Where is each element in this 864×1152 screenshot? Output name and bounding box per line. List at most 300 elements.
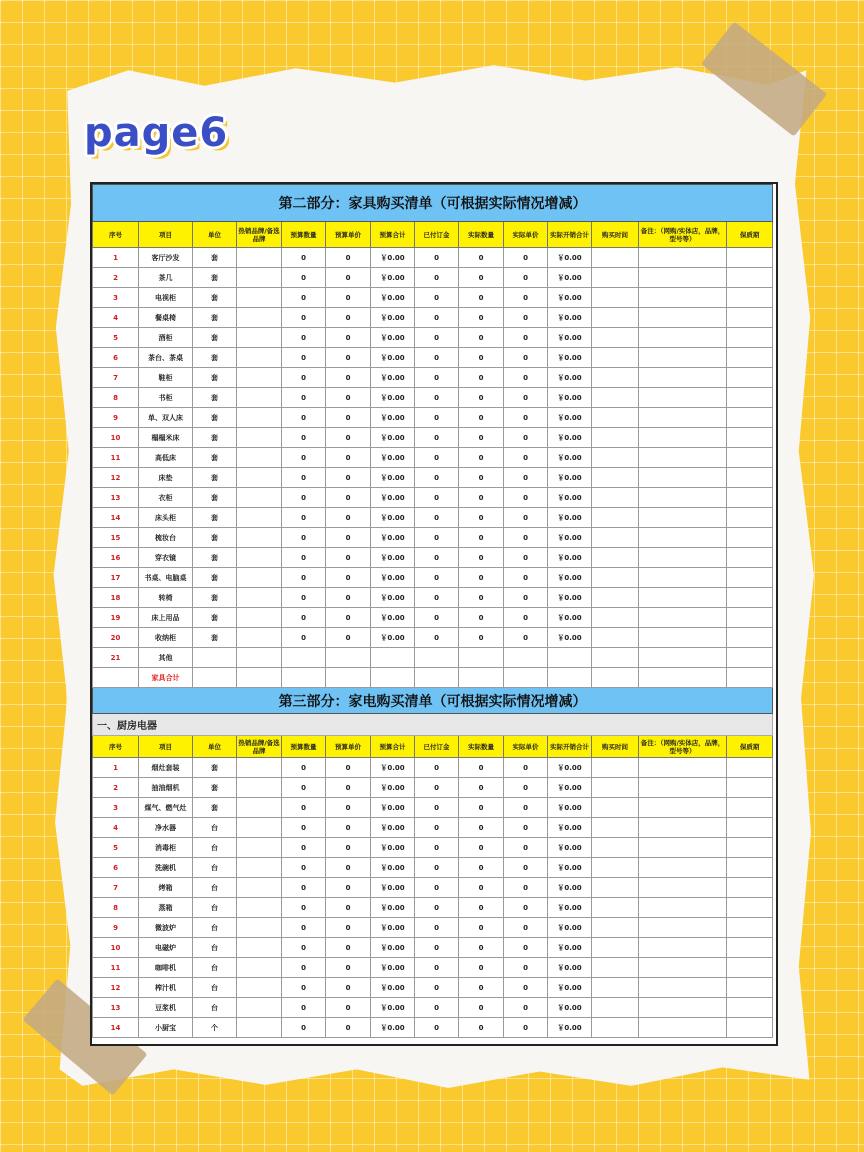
- cell-note[interactable]: [639, 918, 727, 938]
- cell-total[interactable]: ￥0.00: [371, 628, 415, 648]
- cell-total[interactable]: ￥0.00: [371, 588, 415, 608]
- cell-act-total[interactable]: ￥0.00: [548, 468, 592, 488]
- cell-empty[interactable]: [93, 668, 139, 688]
- cell-act-price[interactable]: 0: [504, 348, 548, 368]
- cell-act-price[interactable]: [504, 648, 548, 668]
- cell-buy-time[interactable]: [592, 368, 639, 388]
- cell-unit[interactable]: 套: [193, 508, 237, 528]
- cell-item[interactable]: 穿衣镜: [139, 548, 193, 568]
- cell-brand[interactable]: [237, 838, 282, 858]
- cell-unit[interactable]: 套: [193, 288, 237, 308]
- cell-item[interactable]: 电磁炉: [139, 938, 193, 958]
- cell-unit[interactable]: 套: [193, 608, 237, 628]
- cell-act-price[interactable]: 0: [504, 488, 548, 508]
- cell-price[interactable]: 0: [326, 898, 371, 918]
- cell-item[interactable]: 单、双人床: [139, 408, 193, 428]
- cell-warranty[interactable]: [727, 248, 773, 268]
- cell-note[interactable]: [639, 448, 727, 468]
- cell-total[interactable]: ￥0.00: [371, 408, 415, 428]
- cell-act-price[interactable]: 0: [504, 508, 548, 528]
- cell-item[interactable]: 消毒柜: [139, 838, 193, 858]
- cell-act-price[interactable]: 0: [504, 268, 548, 288]
- cell-warranty[interactable]: [727, 368, 773, 388]
- cell-total[interactable]: ￥0.00: [371, 878, 415, 898]
- cell-item[interactable]: 转椅: [139, 588, 193, 608]
- cell-warranty[interactable]: [727, 348, 773, 368]
- cell-price[interactable]: 0: [326, 328, 371, 348]
- cell-brand[interactable]: [237, 858, 282, 878]
- cell-price[interactable]: 0: [326, 348, 371, 368]
- cell-act-price[interactable]: 0: [504, 918, 548, 938]
- cell-buy-time[interactable]: [592, 568, 639, 588]
- cell-total[interactable]: ￥0.00: [371, 1018, 415, 1038]
- cell-total[interactable]: ￥0.00: [371, 818, 415, 838]
- cell-act-price[interactable]: 0: [504, 878, 548, 898]
- cell-price[interactable]: 0: [326, 568, 371, 588]
- cell-brand[interactable]: [237, 308, 282, 328]
- cell-deposit[interactable]: 0: [415, 798, 459, 818]
- cell-deposit[interactable]: 0: [415, 348, 459, 368]
- cell-note[interactable]: [639, 468, 727, 488]
- cell-no[interactable]: 1: [93, 248, 139, 268]
- cell-unit[interactable]: 台: [193, 958, 237, 978]
- cell-note[interactable]: [639, 998, 727, 1018]
- cell-brand[interactable]: [237, 288, 282, 308]
- cell-warranty[interactable]: [727, 1018, 773, 1038]
- cell-deposit[interactable]: 0: [415, 608, 459, 628]
- cell-unit[interactable]: 套: [193, 628, 237, 648]
- cell-no[interactable]: 5: [93, 838, 139, 858]
- cell-act-price[interactable]: 0: [504, 408, 548, 428]
- cell-empty[interactable]: [639, 668, 727, 688]
- cell-no[interactable]: 16: [93, 548, 139, 568]
- cell-item[interactable]: 高低床: [139, 448, 193, 468]
- cell-buy-time[interactable]: [592, 428, 639, 448]
- cell-item[interactable]: 书桌、电脑桌: [139, 568, 193, 588]
- cell-act-qty[interactable]: 0: [459, 918, 504, 938]
- cell-note[interactable]: [639, 588, 727, 608]
- cell-total[interactable]: ￥0.00: [371, 248, 415, 268]
- cell-item[interactable]: 烟灶套装: [139, 758, 193, 778]
- cell-deposit[interactable]: 0: [415, 468, 459, 488]
- cell-buy-time[interactable]: [592, 548, 639, 568]
- cell-act-total[interactable]: ￥0.00: [548, 488, 592, 508]
- cell-warranty[interactable]: [727, 268, 773, 288]
- cell-act-qty[interactable]: 0: [459, 468, 504, 488]
- cell-qty[interactable]: 0: [282, 368, 326, 388]
- cell-no[interactable]: 12: [93, 468, 139, 488]
- cell-no[interactable]: 11: [93, 958, 139, 978]
- cell-act-total[interactable]: ￥0.00: [548, 448, 592, 468]
- cell-note[interactable]: [639, 288, 727, 308]
- cell-empty[interactable]: [548, 668, 592, 688]
- cell-act-total[interactable]: ￥0.00: [548, 328, 592, 348]
- cell-act-price[interactable]: 0: [504, 468, 548, 488]
- cell-note[interactable]: [639, 528, 727, 548]
- cell-act-qty[interactable]: 0: [459, 368, 504, 388]
- cell-item[interactable]: 酒柜: [139, 328, 193, 348]
- cell-no[interactable]: 2: [93, 268, 139, 288]
- cell-note[interactable]: [639, 648, 727, 668]
- cell-price[interactable]: 0: [326, 958, 371, 978]
- cell-no[interactable]: 4: [93, 308, 139, 328]
- cell-unit[interactable]: 套: [193, 568, 237, 588]
- cell-qty[interactable]: 0: [282, 508, 326, 528]
- cell-brand[interactable]: [237, 648, 282, 668]
- cell-no[interactable]: 21: [93, 648, 139, 668]
- cell-empty[interactable]: [727, 668, 773, 688]
- cell-buy-time[interactable]: [592, 268, 639, 288]
- cell-unit[interactable]: 套: [193, 308, 237, 328]
- cell-deposit[interactable]: 0: [415, 248, 459, 268]
- cell-act-price[interactable]: 0: [504, 858, 548, 878]
- cell-act-qty[interactable]: 0: [459, 488, 504, 508]
- cell-note[interactable]: [639, 428, 727, 448]
- cell-qty[interactable]: 0: [282, 548, 326, 568]
- cell-qty[interactable]: 0: [282, 428, 326, 448]
- cell-deposit[interactable]: 0: [415, 448, 459, 468]
- cell-price[interactable]: 0: [326, 918, 371, 938]
- cell-act-total[interactable]: ￥0.00: [548, 628, 592, 648]
- cell-act-total[interactable]: ￥0.00: [548, 898, 592, 918]
- cell-warranty[interactable]: [727, 608, 773, 628]
- cell-act-price[interactable]: 0: [504, 758, 548, 778]
- cell-unit[interactable]: 套: [193, 488, 237, 508]
- cell-total[interactable]: ￥0.00: [371, 428, 415, 448]
- cell-total[interactable]: ￥0.00: [371, 508, 415, 528]
- cell-total[interactable]: ￥0.00: [371, 978, 415, 998]
- cell-price[interactable]: 0: [326, 798, 371, 818]
- cell-unit[interactable]: 台: [193, 858, 237, 878]
- cell-brand[interactable]: [237, 588, 282, 608]
- cell-act-total[interactable]: ￥0.00: [548, 408, 592, 428]
- cell-act-price[interactable]: 0: [504, 588, 548, 608]
- cell-buy-time[interactable]: [592, 998, 639, 1018]
- cell-qty[interactable]: 0: [282, 878, 326, 898]
- cell-total[interactable]: ￥0.00: [371, 568, 415, 588]
- cell-no[interactable]: 5: [93, 328, 139, 348]
- cell-price[interactable]: 0: [326, 1018, 371, 1038]
- cell-act-qty[interactable]: 0: [459, 838, 504, 858]
- cell-total[interactable]: ￥0.00: [371, 528, 415, 548]
- cell-deposit[interactable]: 0: [415, 818, 459, 838]
- cell-warranty[interactable]: [727, 388, 773, 408]
- cell-act-qty[interactable]: 0: [459, 528, 504, 548]
- cell-warranty[interactable]: [727, 508, 773, 528]
- cell-note[interactable]: [639, 568, 727, 588]
- cell-unit[interactable]: 台: [193, 878, 237, 898]
- cell-qty[interactable]: 0: [282, 568, 326, 588]
- cell-price[interactable]: 0: [326, 608, 371, 628]
- cell-item[interactable]: 净水器: [139, 818, 193, 838]
- cell-buy-time[interactable]: [592, 1018, 639, 1038]
- cell-brand[interactable]: [237, 818, 282, 838]
- cell-qty[interactable]: 0: [282, 588, 326, 608]
- cell-deposit[interactable]: 0: [415, 998, 459, 1018]
- cell-price[interactable]: 0: [326, 288, 371, 308]
- cell-warranty[interactable]: [727, 758, 773, 778]
- cell-price[interactable]: 0: [326, 588, 371, 608]
- cell-total[interactable]: ￥0.00: [371, 388, 415, 408]
- cell-unit[interactable]: 台: [193, 918, 237, 938]
- cell-item[interactable]: 收纳柜: [139, 628, 193, 648]
- cell-qty[interactable]: 0: [282, 978, 326, 998]
- cell-warranty[interactable]: [727, 548, 773, 568]
- cell-note[interactable]: [639, 508, 727, 528]
- cell-buy-time[interactable]: [592, 488, 639, 508]
- cell-warranty[interactable]: [727, 488, 773, 508]
- cell-empty[interactable]: [415, 668, 459, 688]
- cell-brand[interactable]: [237, 348, 282, 368]
- cell-act-qty[interactable]: 0: [459, 878, 504, 898]
- cell-act-price[interactable]: 0: [504, 628, 548, 648]
- cell-total[interactable]: ￥0.00: [371, 468, 415, 488]
- cell-act-price[interactable]: 0: [504, 1018, 548, 1038]
- cell-price[interactable]: 0: [326, 998, 371, 1018]
- cell-act-price[interactable]: 0: [504, 898, 548, 918]
- cell-brand[interactable]: [237, 508, 282, 528]
- cell-brand[interactable]: [237, 408, 282, 428]
- cell-qty[interactable]: 0: [282, 898, 326, 918]
- cell-note[interactable]: [639, 408, 727, 428]
- cell-act-qty[interactable]: 0: [459, 448, 504, 468]
- cell-unit[interactable]: 套: [193, 388, 237, 408]
- cell-item[interactable]: 客厅沙发: [139, 248, 193, 268]
- cell-unit[interactable]: 台: [193, 838, 237, 858]
- cell-item[interactable]: 鞋柜: [139, 368, 193, 388]
- cell-brand[interactable]: [237, 388, 282, 408]
- cell-act-total[interactable]: ￥0.00: [548, 428, 592, 448]
- cell-no[interactable]: 7: [93, 878, 139, 898]
- cell-act-total[interactable]: ￥0.00: [548, 548, 592, 568]
- cell-brand[interactable]: [237, 468, 282, 488]
- cell-item[interactable]: 茶几: [139, 268, 193, 288]
- cell-unit[interactable]: 套: [193, 468, 237, 488]
- cell-unit[interactable]: 套: [193, 588, 237, 608]
- cell-deposit[interactable]: 0: [415, 568, 459, 588]
- cell-brand[interactable]: [237, 528, 282, 548]
- cell-act-total[interactable]: ￥0.00: [548, 878, 592, 898]
- cell-no[interactable]: 10: [93, 428, 139, 448]
- cell-qty[interactable]: 0: [282, 798, 326, 818]
- cell-note[interactable]: [639, 628, 727, 648]
- cell-act-qty[interactable]: 0: [459, 1018, 504, 1038]
- cell-deposit[interactable]: 0: [415, 938, 459, 958]
- cell-buy-time[interactable]: [592, 328, 639, 348]
- cell-buy-time[interactable]: [592, 348, 639, 368]
- cell-warranty[interactable]: [727, 448, 773, 468]
- cell-brand[interactable]: [237, 938, 282, 958]
- cell-buy-time[interactable]: [592, 938, 639, 958]
- cell-qty[interactable]: 0: [282, 608, 326, 628]
- cell-total[interactable]: ￥0.00: [371, 938, 415, 958]
- cell-note[interactable]: [639, 758, 727, 778]
- cell-total[interactable]: ￥0.00: [371, 758, 415, 778]
- cell-unit[interactable]: 台: [193, 818, 237, 838]
- cell-note[interactable]: [639, 308, 727, 328]
- cell-deposit[interactable]: 0: [415, 508, 459, 528]
- cell-empty[interactable]: [282, 668, 326, 688]
- cell-act-qty[interactable]: 0: [459, 898, 504, 918]
- cell-item[interactable]: 豆浆机: [139, 998, 193, 1018]
- cell-deposit[interactable]: 0: [415, 838, 459, 858]
- cell-warranty[interactable]: [727, 628, 773, 648]
- cell-item[interactable]: 咖啡机: [139, 958, 193, 978]
- cell-act-qty[interactable]: 0: [459, 818, 504, 838]
- cell-act-qty[interactable]: 0: [459, 568, 504, 588]
- cell-act-total[interactable]: ￥0.00: [548, 918, 592, 938]
- cell-price[interactable]: 0: [326, 468, 371, 488]
- cell-act-total[interactable]: ￥0.00: [548, 1018, 592, 1038]
- cell-buy-time[interactable]: [592, 858, 639, 878]
- cell-warranty[interactable]: [727, 898, 773, 918]
- cell-qty[interactable]: [282, 648, 326, 668]
- cell-total[interactable]: ￥0.00: [371, 838, 415, 858]
- cell-price[interactable]: 0: [326, 388, 371, 408]
- cell-act-total[interactable]: ￥0.00: [548, 508, 592, 528]
- cell-item[interactable]: 洗碗机: [139, 858, 193, 878]
- cell-act-total[interactable]: ￥0.00: [548, 348, 592, 368]
- cell-qty[interactable]: 0: [282, 778, 326, 798]
- cell-act-qty[interactable]: 0: [459, 608, 504, 628]
- cell-act-qty[interactable]: 0: [459, 348, 504, 368]
- cell-total[interactable]: ￥0.00: [371, 608, 415, 628]
- cell-buy-time[interactable]: [592, 388, 639, 408]
- cell-warranty[interactable]: [727, 308, 773, 328]
- cell-act-price[interactable]: 0: [504, 838, 548, 858]
- cell-warranty[interactable]: [727, 878, 773, 898]
- cell-no[interactable]: 18: [93, 588, 139, 608]
- cell-no[interactable]: 13: [93, 488, 139, 508]
- cell-buy-time[interactable]: [592, 958, 639, 978]
- cell-total[interactable]: ￥0.00: [371, 548, 415, 568]
- cell-empty[interactable]: [193, 668, 237, 688]
- cell-item[interactable]: 茶台、茶桌: [139, 348, 193, 368]
- cell-act-qty[interactable]: 0: [459, 308, 504, 328]
- cell-note[interactable]: [639, 838, 727, 858]
- cell-no[interactable]: 10: [93, 938, 139, 958]
- cell-note[interactable]: [639, 348, 727, 368]
- cell-buy-time[interactable]: [592, 818, 639, 838]
- cell-item[interactable]: 煤气、燃气灶: [139, 798, 193, 818]
- cell-no[interactable]: 9: [93, 408, 139, 428]
- cell-act-total[interactable]: ￥0.00: [548, 838, 592, 858]
- cell-warranty[interactable]: [727, 528, 773, 548]
- cell-unit[interactable]: 个: [193, 1018, 237, 1038]
- cell-warranty[interactable]: [727, 408, 773, 428]
- cell-buy-time[interactable]: [592, 648, 639, 668]
- cell-no[interactable]: 19: [93, 608, 139, 628]
- cell-act-total[interactable]: ￥0.00: [548, 368, 592, 388]
- cell-act-qty[interactable]: 0: [459, 758, 504, 778]
- cell-item[interactable]: 床头柜: [139, 508, 193, 528]
- cell-note[interactable]: [639, 878, 727, 898]
- cell-buy-time[interactable]: [592, 978, 639, 998]
- cell-note[interactable]: [639, 608, 727, 628]
- cell-act-qty[interactable]: 0: [459, 628, 504, 648]
- cell-deposit[interactable]: 0: [415, 388, 459, 408]
- cell-no[interactable]: 3: [93, 798, 139, 818]
- cell-note[interactable]: [639, 978, 727, 998]
- cell-act-qty[interactable]: 0: [459, 428, 504, 448]
- cell-price[interactable]: 0: [326, 778, 371, 798]
- cell-item[interactable]: 床垫: [139, 468, 193, 488]
- cell-act-total[interactable]: ￥0.00: [548, 608, 592, 628]
- cell-warranty[interactable]: [727, 778, 773, 798]
- cell-warranty[interactable]: [727, 328, 773, 348]
- cell-brand[interactable]: [237, 798, 282, 818]
- cell-qty[interactable]: 0: [282, 858, 326, 878]
- cell-unit[interactable]: 套: [193, 448, 237, 468]
- cell-item[interactable]: 床上用品: [139, 608, 193, 628]
- cell-no[interactable]: 12: [93, 978, 139, 998]
- cell-buy-time[interactable]: [592, 508, 639, 528]
- cell-total[interactable]: ￥0.00: [371, 268, 415, 288]
- cell-brand[interactable]: [237, 448, 282, 468]
- cell-no[interactable]: 4: [93, 818, 139, 838]
- cell-item[interactable]: 其他: [139, 648, 193, 668]
- cell-brand[interactable]: [237, 898, 282, 918]
- cell-brand[interactable]: [237, 1018, 282, 1038]
- cell-empty[interactable]: [371, 668, 415, 688]
- cell-deposit[interactable]: [415, 648, 459, 668]
- cell-unit[interactable]: 台: [193, 998, 237, 1018]
- cell-brand[interactable]: [237, 918, 282, 938]
- cell-act-price[interactable]: 0: [504, 818, 548, 838]
- cell-item[interactable]: 书柜: [139, 388, 193, 408]
- cell-act-total[interactable]: ￥0.00: [548, 998, 592, 1018]
- cell-act-total[interactable]: ￥0.00: [548, 528, 592, 548]
- cell-unit[interactable]: 台: [193, 978, 237, 998]
- cell-price[interactable]: 0: [326, 838, 371, 858]
- cell-unit[interactable]: 套: [193, 268, 237, 288]
- cell-note[interactable]: [639, 858, 727, 878]
- cell-buy-time[interactable]: [592, 878, 639, 898]
- cell-act-price[interactable]: 0: [504, 958, 548, 978]
- cell-warranty[interactable]: [727, 288, 773, 308]
- cell-buy-time[interactable]: [592, 528, 639, 548]
- cell-no[interactable]: 11: [93, 448, 139, 468]
- cell-item[interactable]: 榻榻米床: [139, 428, 193, 448]
- cell-qty[interactable]: 0: [282, 818, 326, 838]
- cell-act-total[interactable]: [548, 648, 592, 668]
- cell-warranty[interactable]: [727, 568, 773, 588]
- cell-unit[interactable]: 套: [193, 408, 237, 428]
- cell-total[interactable]: ￥0.00: [371, 288, 415, 308]
- cell-buy-time[interactable]: [592, 588, 639, 608]
- cell-note[interactable]: [639, 778, 727, 798]
- cell-deposit[interactable]: 0: [415, 588, 459, 608]
- cell-deposit[interactable]: 0: [415, 878, 459, 898]
- cell-qty[interactable]: 0: [282, 468, 326, 488]
- cell-item[interactable]: 梳妆台: [139, 528, 193, 548]
- cell-buy-time[interactable]: [592, 248, 639, 268]
- cell-act-qty[interactable]: 0: [459, 588, 504, 608]
- cell-qty[interactable]: 0: [282, 288, 326, 308]
- cell-brand[interactable]: [237, 998, 282, 1018]
- cell-deposit[interactable]: 0: [415, 328, 459, 348]
- cell-brand[interactable]: [237, 878, 282, 898]
- cell-total[interactable]: ￥0.00: [371, 898, 415, 918]
- cell-deposit[interactable]: 0: [415, 978, 459, 998]
- cell-price[interactable]: 0: [326, 448, 371, 468]
- cell-qty[interactable]: 0: [282, 1018, 326, 1038]
- cell-empty[interactable]: [326, 668, 371, 688]
- cell-act-price[interactable]: 0: [504, 248, 548, 268]
- cell-act-total[interactable]: ￥0.00: [548, 778, 592, 798]
- cell-note[interactable]: [639, 798, 727, 818]
- cell-total[interactable]: ￥0.00: [371, 918, 415, 938]
